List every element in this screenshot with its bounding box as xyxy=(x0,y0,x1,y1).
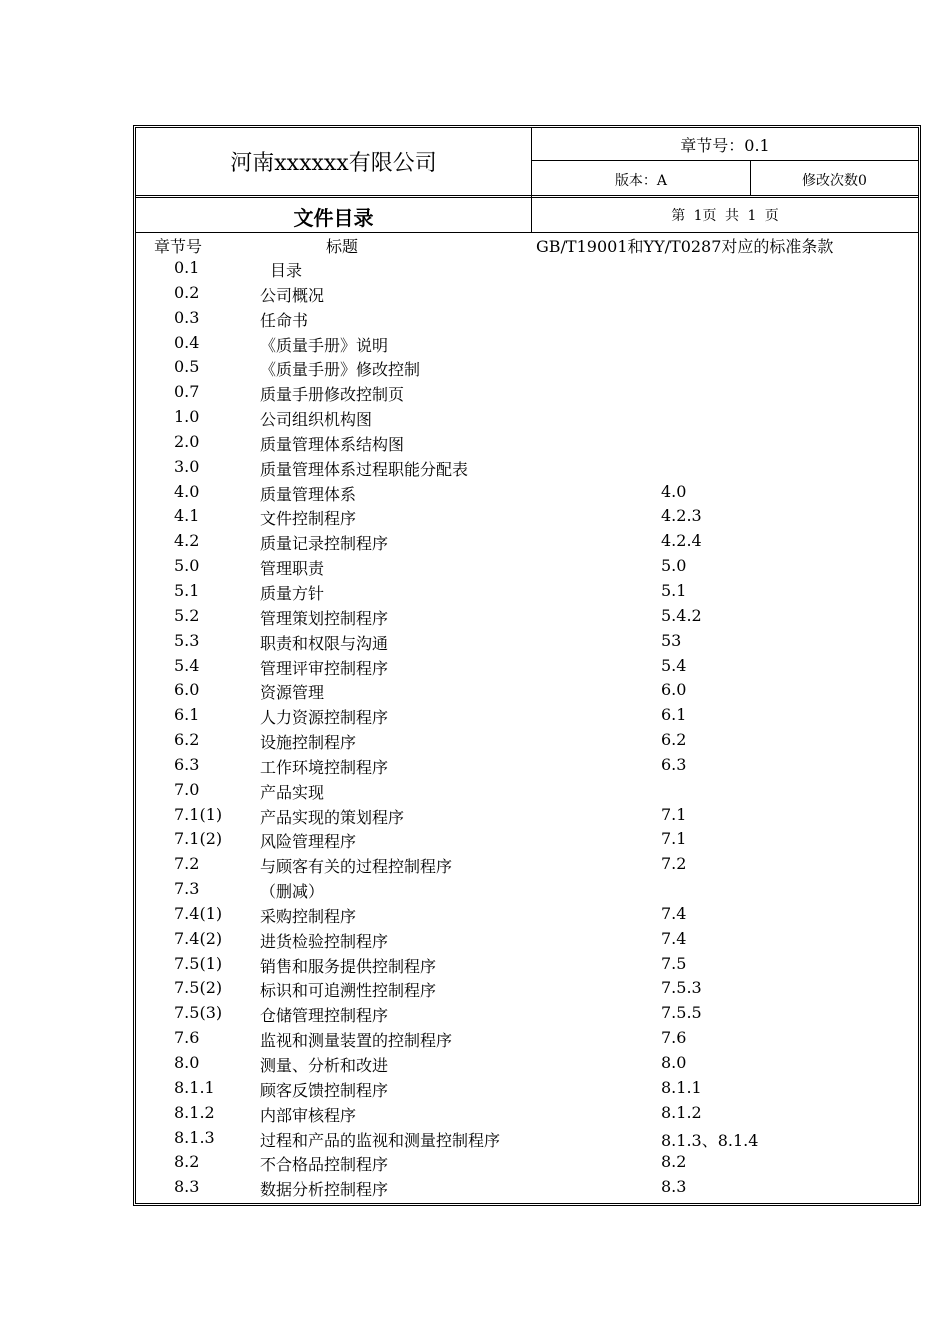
toc-row-title: 质量方针 xyxy=(260,583,325,603)
column-header-standard: GB/T19001和YY/T0287对应的标准条款 xyxy=(536,237,834,256)
toc-row-number: 4.2 xyxy=(174,531,200,551)
toc-row-title: 内部审核程序 xyxy=(260,1105,357,1125)
toc-row xyxy=(136,506,918,531)
toc-row xyxy=(136,482,918,507)
toc-row-title: 工作环境控制程序 xyxy=(260,757,389,777)
toc-row-number: 7.2 xyxy=(174,854,200,874)
toc-row-title: 质量记录控制程序 xyxy=(260,534,389,554)
toc-row-title: 目录 xyxy=(270,261,303,280)
toc-row xyxy=(136,1078,918,1103)
toc-row-number: 6.2 xyxy=(174,730,200,750)
toc-row-number: 7.5(3) xyxy=(174,1003,223,1023)
toc-row-number: 0.2 xyxy=(174,282,200,302)
toc-row xyxy=(136,755,918,780)
toc-row-title: 质量管理体系 xyxy=(260,484,357,504)
toc-row-title: 仓储管理控制程序 xyxy=(260,1006,389,1026)
toc-row-number: 4.1 xyxy=(174,506,200,526)
toc-row-title: 进货检验控制程序 xyxy=(260,931,389,951)
toc-row-title: 《质量手册》修改控制 xyxy=(260,360,421,380)
toc-row xyxy=(136,357,918,382)
toc-row-standard: 8.1.2 xyxy=(661,1102,702,1122)
toc-row-title: 资源管理 xyxy=(260,683,325,703)
toc-row xyxy=(136,978,918,1003)
chapter-number: 章节号：0.1 xyxy=(680,136,770,155)
toc-row-standard: 5.1 xyxy=(661,580,687,600)
toc-row-title: 质量手册修改控制页 xyxy=(260,385,405,405)
toc-row-number: 5.0 xyxy=(174,556,200,576)
document-title: 文件目录 xyxy=(293,206,374,230)
toc-row xyxy=(136,581,918,606)
toc-row-standard: 8.0 xyxy=(661,1053,687,1072)
toc-row-number: 0.7 xyxy=(174,382,200,402)
toc-row-number: 4.0 xyxy=(174,481,200,501)
toc-row-standard: 8.2 xyxy=(661,1152,687,1172)
toc-row-standard: 4.2.3 xyxy=(661,506,702,526)
toc-row-standard: 7.5.3 xyxy=(661,978,702,998)
toc-row xyxy=(136,1177,918,1202)
toc-row xyxy=(136,556,918,581)
toc-row xyxy=(136,457,918,482)
toc-row-title: 顾客反馈控制程序 xyxy=(260,1080,389,1100)
toc-row xyxy=(136,705,918,730)
toc-row xyxy=(136,954,918,979)
toc-row xyxy=(136,879,918,904)
toc-row xyxy=(136,929,918,954)
toc-row xyxy=(136,531,918,556)
toc-row-standard: 53 xyxy=(661,630,682,650)
toc-row xyxy=(136,432,918,457)
toc-row xyxy=(136,829,918,854)
toc-row-title: 职责和权限与沟通 xyxy=(260,633,389,653)
toc-row-number: 7.4(2) xyxy=(174,928,223,948)
toc-row-number: 0.1 xyxy=(174,258,200,277)
toc-row xyxy=(136,382,918,407)
header-divider-double xyxy=(136,195,918,198)
toc-row-number: 0.5 xyxy=(174,357,200,377)
toc-row-standard: 5.4 xyxy=(661,655,687,675)
toc-row-title: 人力资源控制程序 xyxy=(260,708,389,728)
toc-row xyxy=(136,1152,918,1177)
toc-row-title: 管理策划控制程序 xyxy=(260,608,389,628)
toc-row-number: 1.0 xyxy=(174,407,200,427)
toc-row-standard: 7.1 xyxy=(661,804,687,824)
toc-row-number: 3.0 xyxy=(174,456,200,476)
toc-row-title: 采购控制程序 xyxy=(260,906,357,926)
toc-row-title: 文件控制程序 xyxy=(260,509,357,529)
toc-row-title: 设施控制程序 xyxy=(260,733,357,753)
toc-row xyxy=(136,1103,918,1128)
toc-row-standard: 7.6 xyxy=(661,1028,687,1048)
toc-row-title: （删减） xyxy=(260,882,325,902)
toc-row xyxy=(136,407,918,432)
toc-row xyxy=(136,904,918,929)
toc-row-standard: 6.3 xyxy=(661,754,687,774)
toc-row-standard: 7.2 xyxy=(661,854,687,874)
toc-row-title: 不合格品控制程序 xyxy=(260,1155,389,1175)
toc-row-title: 测量、分析和改进 xyxy=(260,1056,389,1075)
toc-row xyxy=(136,308,918,333)
toc-row-number: 5.2 xyxy=(174,605,200,625)
toc-row-title: 管理评审控制程序 xyxy=(260,658,389,678)
toc-row xyxy=(136,283,918,308)
company-name: 河南xxxxxx有限公司 xyxy=(230,151,437,176)
toc-row-number: 0.3 xyxy=(174,307,200,327)
toc-row-number: 6.1 xyxy=(174,705,200,725)
toc-row-number: 8.3 xyxy=(174,1177,200,1197)
toc-row xyxy=(136,631,918,656)
toc-row xyxy=(136,780,918,805)
toc-row-number: 8.1.1 xyxy=(174,1077,215,1097)
toc-row-standard: 7.4 xyxy=(661,903,687,923)
toc-row-number: 6.3 xyxy=(174,754,200,774)
toc-row-title: 产品实现的策划程序 xyxy=(260,807,405,827)
toc-row-title: 任命书 xyxy=(260,310,309,330)
toc-row-standard: 6.0 xyxy=(661,680,687,700)
toc-row-title: 《质量手册》说明 xyxy=(260,335,389,355)
toc-row-number: 6.0 xyxy=(174,680,200,700)
column-header-title: 标题 xyxy=(326,237,359,256)
toc-row-standard: 4.2.4 xyxy=(661,531,702,551)
toc-row-standard: 7.5 xyxy=(661,953,687,973)
toc-row-title: 销售和服务提供控制程序 xyxy=(260,956,437,976)
toc-row-standard: 5.4.2 xyxy=(661,605,702,625)
toc-row xyxy=(136,656,918,681)
toc-row xyxy=(136,1003,918,1028)
toc-row-number: 0.4 xyxy=(174,332,200,352)
toc-row-standard: 6.1 xyxy=(661,705,687,725)
toc-row-title: 风险管理程序 xyxy=(260,832,357,852)
toc-row-number: 5.4 xyxy=(174,655,200,675)
toc-row-title: 监视和测量装置的控制程序 xyxy=(260,1031,453,1051)
toc-row-standard: 8.1.1 xyxy=(661,1077,702,1097)
version-label: 版本：A xyxy=(614,173,668,189)
toc-row-number: 7.6 xyxy=(174,1028,200,1048)
toc-row xyxy=(136,680,918,705)
toc-row-number: 8.1.2 xyxy=(174,1102,215,1122)
toc-row-title: 过程和产品的监视和测量控制程序 xyxy=(260,1130,501,1150)
toc-row-number: 5.1 xyxy=(174,580,200,600)
toc-row-number: 7.0 xyxy=(174,779,200,799)
toc-row-standard: 7.1 xyxy=(661,829,687,849)
toc-row-standard: 5.0 xyxy=(661,556,687,576)
toc-row-title: 标识和可追溯性控制程序 xyxy=(260,981,437,1001)
toc-row-number: 7.1(2) xyxy=(174,829,223,849)
toc-row-number: 7.5(2) xyxy=(174,978,223,998)
toc-row-title: 管理职责 xyxy=(260,559,325,579)
toc-row-number: 8.1.3 xyxy=(174,1127,215,1147)
toc-row xyxy=(136,854,918,879)
column-header-chapter: 章节号 xyxy=(154,237,203,256)
toc-row xyxy=(136,333,918,358)
toc-row-standard: 8.3 xyxy=(661,1177,687,1197)
toc-row xyxy=(136,258,918,283)
toc-row-standard: 7.5.5 xyxy=(661,1003,702,1023)
toc-row xyxy=(136,805,918,830)
toc-row-title: 公司组织机构图 xyxy=(260,410,373,430)
toc-row-number: 8.2 xyxy=(174,1152,200,1172)
toc-row-number: 7.3 xyxy=(174,879,200,899)
toc-row xyxy=(136,1053,918,1078)
toc-row xyxy=(136,606,918,631)
toc-row xyxy=(136,730,918,755)
toc-row-number: 7.1(1) xyxy=(174,804,223,824)
toc-row-number: 2.0 xyxy=(174,431,200,451)
toc-row-title: 产品实现 xyxy=(260,782,325,802)
toc-row-standard: 6.2 xyxy=(661,730,687,750)
toc-row-standard: 7.4 xyxy=(661,928,687,948)
toc-row xyxy=(136,1128,918,1153)
document-frame xyxy=(133,125,921,1206)
toc-row-number: 5.3 xyxy=(174,630,200,650)
toc-row-number: 7.4(1) xyxy=(174,903,223,923)
page-info: 第 1页 共 1 页 xyxy=(671,208,779,224)
toc-row-title: 与顾客有关的过程控制程序 xyxy=(260,857,453,877)
toc-row-standard: 8.1.3、8.1.4 xyxy=(661,1130,759,1150)
toc-row-title: 质量管理体系结构图 xyxy=(260,434,405,454)
toc-row-standard: 4.0 xyxy=(661,481,687,501)
header-divider-bottom xyxy=(136,232,918,233)
toc-row-number: 8.0 xyxy=(174,1053,200,1072)
toc-row xyxy=(136,1028,918,1053)
toc-row-title: 质量管理体系过程职能分配表 xyxy=(260,459,469,479)
toc-row-title: 数据分析控制程序 xyxy=(260,1180,389,1200)
revision-count: 修改次数0 xyxy=(802,173,867,189)
toc-row-title: 公司概况 xyxy=(260,285,325,305)
header-divider-chapter xyxy=(532,160,918,161)
toc-list xyxy=(136,258,918,1202)
toc-row-number: 7.5(1) xyxy=(174,953,223,973)
